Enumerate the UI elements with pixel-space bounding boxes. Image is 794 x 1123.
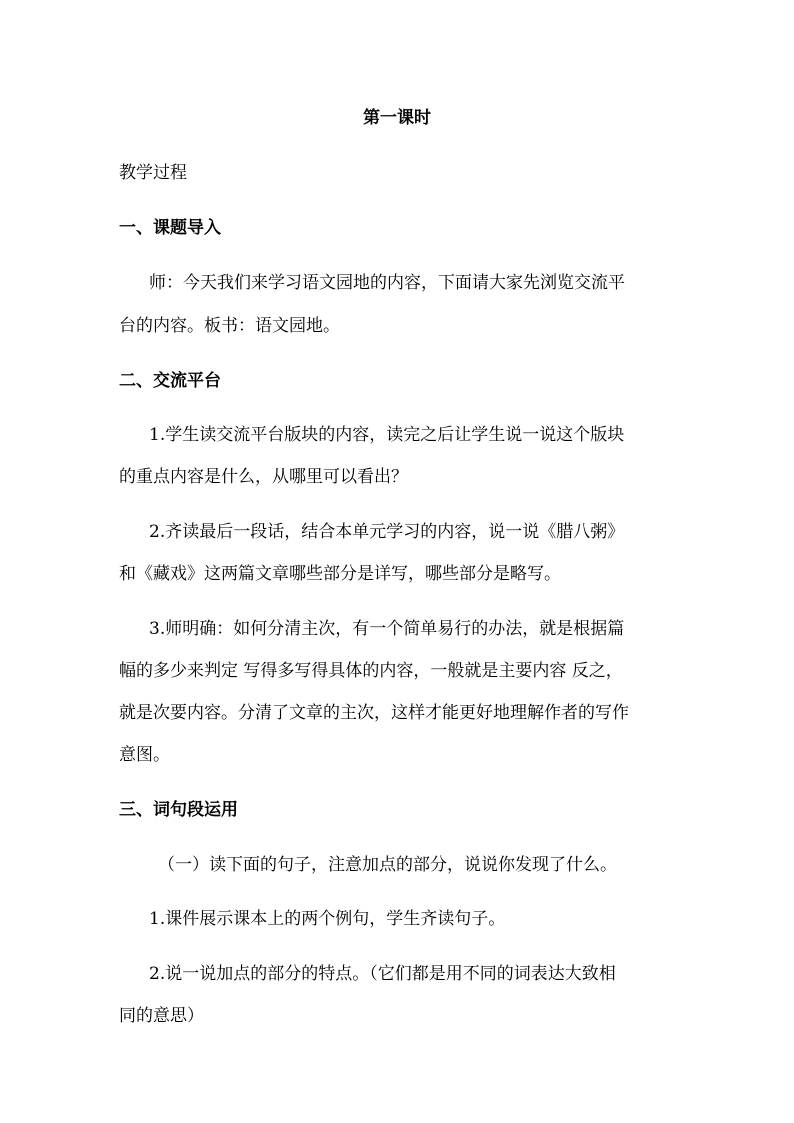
- exchange-item-2-line-2: 和《藏戏》这两篇文章哪些部分是详写，哪些部分是略写。: [119, 564, 561, 584]
- document-subtitle: 教学过程: [119, 163, 187, 183]
- exchange-item-3-line-4: 意图。: [119, 745, 170, 765]
- exchange-item-3-line-2: 幅的多少来判定 写得多写得具体的内容，一般就是主要内容 反之，: [119, 661, 623, 681]
- exchange-item-1-line-1: 1.学生读交流平台版块的内容，读完之后让学生说一说这个版块: [149, 425, 625, 445]
- exchange-item-3-line-3: 就是次要内容。分清了文章的主次，这样才能更好地理解作者的写作: [119, 703, 629, 723]
- page-title: 第一课时: [363, 108, 431, 128]
- usage-item-1: 1.课件展示课本上的两个例句，学生齐读句子。: [149, 909, 506, 929]
- intro-paragraph-line-1: 师：今天我们来学习语文园地的内容，下面请大家先浏览交流平: [149, 273, 625, 293]
- section-heading-sentence-usage: 三、词句段运用: [119, 800, 238, 820]
- exchange-item-2-line-1: 2.齐读最后一段话，结合本单元学习的内容，说一说《腊八粥》: [149, 522, 625, 542]
- usage-item-2-line-2: 同的意思）: [119, 1006, 204, 1026]
- intro-paragraph-line-2: 台的内容。板书：语文园地。: [119, 316, 340, 336]
- exchange-item-1-line-2: 的重点内容是什么，从哪里可以看出？: [119, 467, 408, 487]
- section-heading-exchange-platform: 二、交流平台: [119, 371, 221, 391]
- section-heading-intro: 一、课题导入: [119, 218, 221, 238]
- usage-item-2-line-1: 2.说一说加点的部分的特点。（它们都是用不同的词表达大致相: [149, 964, 616, 984]
- usage-subsection-1: （一）读下面的句子，注意加点的部分，说说你发现了什么。: [158, 855, 617, 875]
- exchange-item-3-line-1: 3.师明确：如何分清主次，有一个简单易行的办法，就是根据篇: [149, 619, 625, 639]
